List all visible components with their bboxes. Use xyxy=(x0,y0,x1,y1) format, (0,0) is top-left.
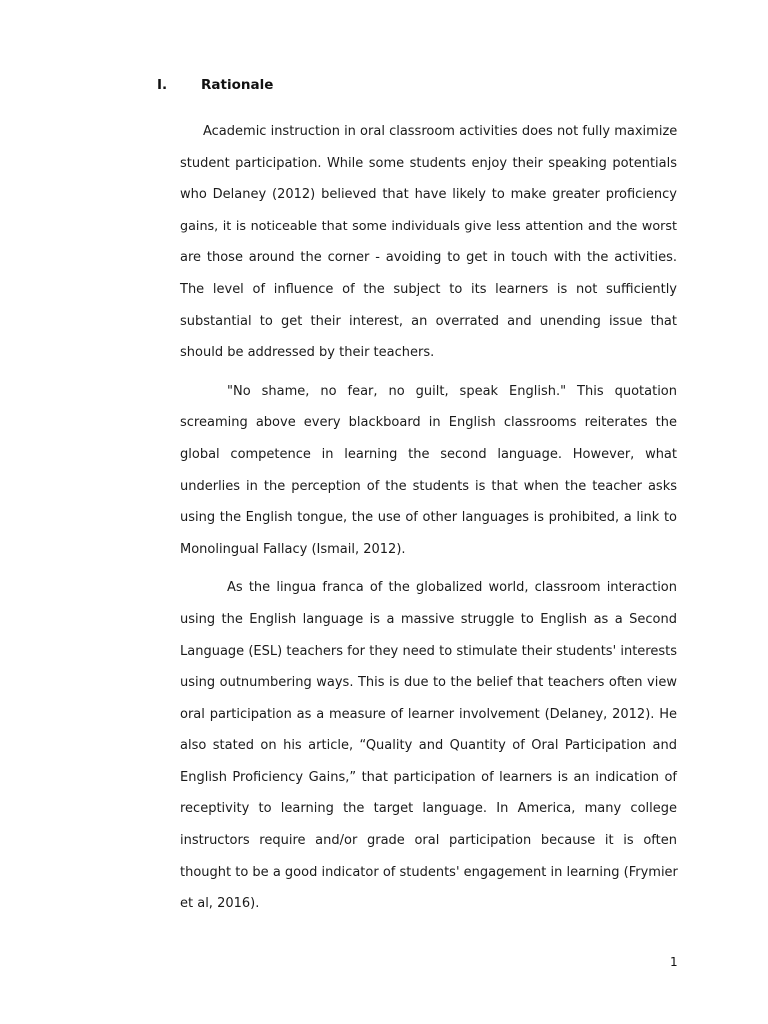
text-line: receptivity to learning the target language. In America, many college xyxy=(180,801,677,817)
text-line: using the English tongue, the use of other languages is prohibited, a link to xyxy=(180,510,677,526)
text-line: screaming above every blackboard in English classrooms reiterates the xyxy=(180,415,677,431)
text-line: student participation. While some students enjoy their speaking potentials xyxy=(180,155,677,171)
text-line: are those around the corner - avoiding to get in touch with the activities. xyxy=(180,250,677,266)
text-line: Academic instruction in oral classroom activities does not fully maximize xyxy=(203,124,678,139)
paragraph-3 xyxy=(180,572,677,920)
section-heading xyxy=(157,77,273,93)
text-line: instructors require and/or grade oral participation because it is often xyxy=(180,833,677,849)
text-line: The level of influence of the subject to its learners is not sufficiently xyxy=(180,281,677,297)
text-line: Language (ESL) teachers for they need to stimulate their students' interests xyxy=(180,643,677,659)
text-line: using the English language is a massive struggle to English as a Second xyxy=(180,611,677,627)
section-number: I. xyxy=(157,77,168,93)
text-line: oral participation as a measure of learner involvement (Delaney, 2012). He xyxy=(180,706,677,722)
paragraph-1 xyxy=(180,116,677,369)
paragraph-2 xyxy=(180,376,677,566)
text-line: substantial to get their interest, an overrated and unending issue that xyxy=(180,313,677,329)
text-line: Monolingual Fallacy (Ismail, 2012). xyxy=(180,541,406,557)
section-title: Rationale xyxy=(201,77,274,93)
text-line: thought to be a good indicator of students' engagement in learning (Frymier xyxy=(180,864,678,880)
page-number: 1 xyxy=(670,955,678,969)
text-line: gains, it is noticeable that some individuals give less attention and the worst xyxy=(180,218,677,234)
text-line: As the lingua franca of the globalized world, classroom interaction xyxy=(227,580,677,596)
text-line: global competence in learning the second language. However, what xyxy=(180,446,677,462)
text-line: et al, 2016). xyxy=(180,896,260,912)
text-line: English Proficiency Gains,” that participation of learners is an indication of xyxy=(180,769,677,785)
text-line: also stated on his article, “Quality and Quantity of Oral Participation and xyxy=(180,738,677,754)
text-line: should be addressed by their teachers. xyxy=(180,345,435,361)
body-text xyxy=(180,116,677,920)
text-line: using outnumbering ways. This is due to the belief that teachers often view xyxy=(180,675,677,691)
text-line: who Delaney (2012) believed that have likely to make greater proficiency xyxy=(180,187,677,203)
text-line: underlies in the perception of the students is that when the teacher asks xyxy=(180,478,677,494)
text-line: "No shame, no fear, no guilt, speak English." This quotation xyxy=(227,383,677,399)
